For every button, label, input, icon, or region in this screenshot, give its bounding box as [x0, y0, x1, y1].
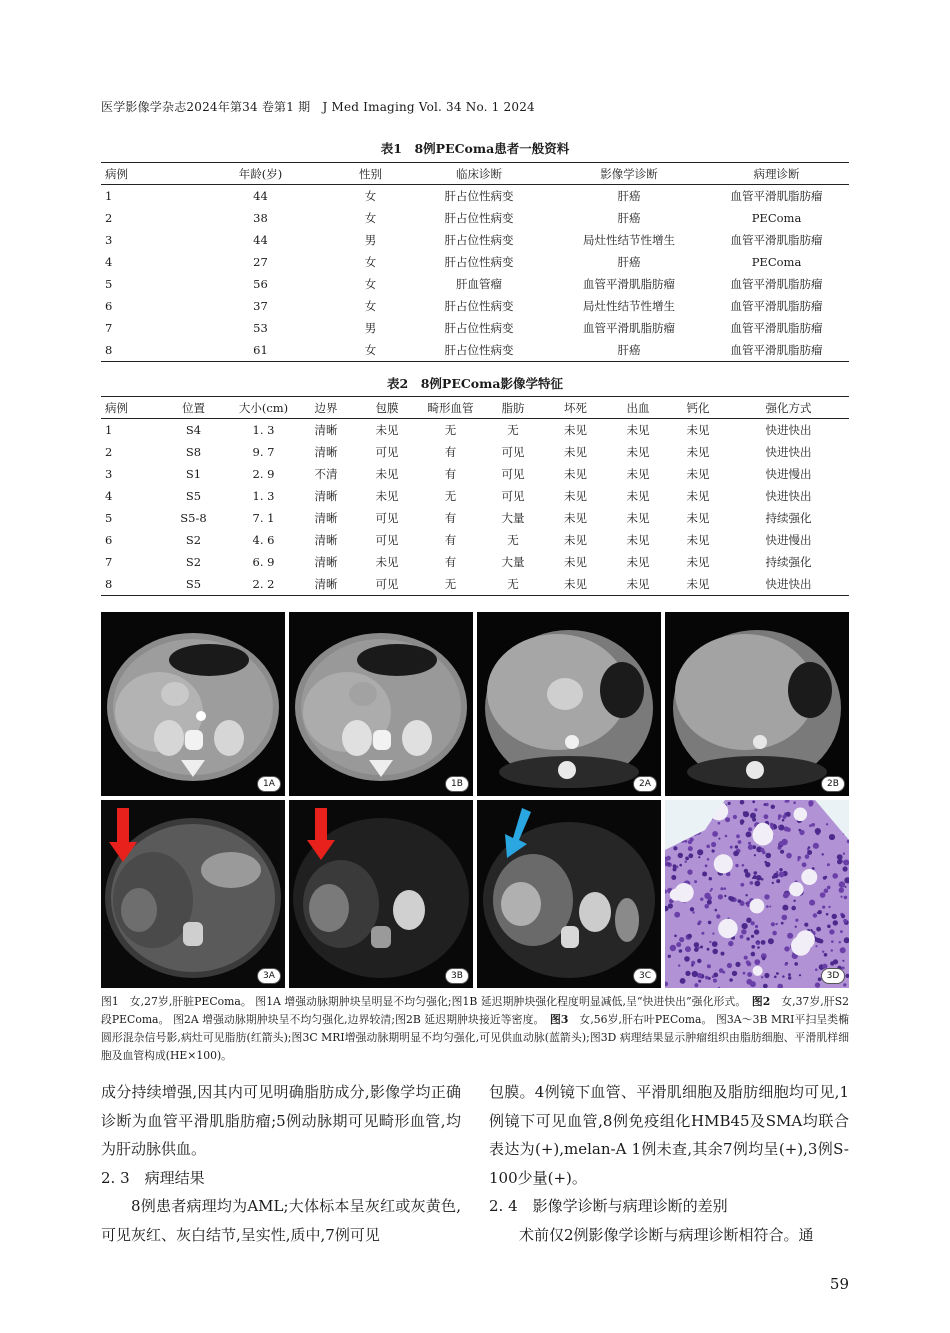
table2-header-cell: 病例	[101, 397, 156, 419]
table2-header-cell: 大小(cm)	[231, 397, 296, 419]
table-cell: 8	[101, 339, 184, 362]
table-row	[101, 339, 849, 362]
table-cell: 肝癌	[554, 339, 704, 362]
table-cell: 未见	[686, 489, 710, 503]
panel-3b	[289, 800, 473, 988]
table-cell: 未见	[375, 555, 399, 569]
table1	[101, 162, 849, 362]
table-cell: 女	[364, 211, 377, 225]
section-heading: 2. 4 影像学诊断与病理诊断的差别	[489, 1197, 728, 1215]
table-cell: 37	[253, 299, 268, 313]
table-cell: PEComa	[751, 255, 802, 269]
table-cell: 清晰	[296, 573, 356, 596]
panel-3a	[101, 800, 285, 988]
table-cell: 快进快出	[728, 573, 849, 596]
table-cell: 可见	[501, 467, 525, 481]
table-cell: 有	[444, 511, 457, 525]
table-cell: S5	[156, 573, 231, 596]
panel-label-3b: 3B	[445, 968, 469, 984]
table-cell: 女	[337, 339, 404, 362]
table-cell: 未见	[626, 445, 650, 459]
table1-header-cell: 临床诊断	[404, 163, 554, 185]
table-cell: 7	[105, 321, 113, 335]
table-cell: 未见	[626, 423, 650, 437]
table-cell: 女	[364, 299, 377, 313]
table-row	[101, 295, 849, 317]
table2-header-cell: 钙化	[668, 397, 728, 419]
table-cell: 未见	[375, 467, 399, 481]
figure-caption	[101, 993, 849, 1065]
table-cell: 53	[253, 321, 268, 335]
table-cell: 2. 2	[231, 573, 296, 596]
table-cell: 61	[184, 339, 337, 362]
table-cell: 6	[105, 533, 113, 547]
running-head: 医学影像学杂志2024年第34 卷第1 期 J Med Imaging Vol. 34 No. 1 2024	[101, 100, 535, 114]
table-cell: 局灶性结节性增生	[583, 233, 675, 247]
table-cell: 男	[364, 321, 377, 335]
table-cell: 38	[253, 211, 268, 225]
table-cell: 1	[105, 189, 113, 203]
table-cell: 未见	[626, 533, 650, 547]
table-cell: 未见	[686, 533, 710, 547]
table-cell: 女	[364, 255, 377, 269]
table1-body	[101, 185, 849, 362]
table-cell: 5	[105, 277, 113, 291]
table-cell: 2	[105, 211, 113, 225]
table2-header-cell: 出血	[608, 397, 668, 419]
histology-image	[665, 800, 849, 988]
table-cell: S8	[185, 445, 202, 459]
table2-header-cell: 脂肪	[483, 397, 543, 419]
table-cell: 未见	[564, 423, 587, 437]
table-cell: 未见	[564, 555, 587, 569]
table-row	[101, 441, 849, 463]
table-cell: 未见	[626, 467, 650, 481]
table-cell: 未见	[626, 511, 650, 525]
table-cell: 男	[364, 233, 377, 247]
table-cell: 肝占位性病变	[444, 299, 514, 313]
table-cell: 无	[418, 573, 483, 596]
table-cell: 未见	[668, 573, 728, 596]
table-cell: 可见	[501, 445, 525, 459]
panel-label-2b: 2B	[821, 776, 845, 792]
table2-header-cell: 畸形血管	[418, 397, 483, 419]
table-cell: 6	[105, 299, 113, 313]
table-cell: 快进快出	[765, 489, 812, 503]
table-cell: 血管平滑肌脂肪瘤	[583, 277, 675, 291]
table1-header-cell: 年龄(岁)	[184, 163, 337, 185]
caption-segment: 女,56岁,肝右叶PEComa。 图3A～3B MRI平扫呈类椭圆形混杂信号影,病灶可见脂肪(红箭头);图3C MRI增强动脉期明显不均匀强化,可见供血动脉(蓝箭头);图3D 病理结果显示肿瘤组织由脂肪细胞、平滑肌样细胞及血管构成(HE×100)。	[101, 1013, 850, 1062]
table-cell: 未见	[375, 489, 399, 503]
table-row	[101, 207, 849, 229]
table-cell: 1. 3	[252, 489, 275, 503]
table-cell: 肝占位性病变	[444, 321, 514, 335]
table-cell: 有	[444, 445, 457, 459]
table-cell: 可见	[375, 445, 399, 459]
table-cell: 4. 6	[252, 533, 275, 547]
body-column-right	[489, 1078, 849, 1249]
table-row	[101, 551, 849, 573]
table2-caption: 表2 8例PEComa影像学特征	[387, 376, 563, 391]
table-cell: 大量	[501, 511, 525, 525]
table-row	[101, 507, 849, 529]
table-cell: 肝占位性病变	[444, 211, 514, 225]
table-cell: 未见	[686, 423, 710, 437]
figure-1-3	[101, 612, 849, 988]
table-cell: PEComa	[751, 211, 802, 225]
table-cell: 肝占位性病变	[444, 255, 514, 269]
table-cell: 2. 9	[252, 467, 275, 481]
table1-caption: 表1 8例PEComa患者一般资料	[380, 141, 570, 156]
table-cell: S5	[185, 489, 202, 503]
table-cell: 未见	[626, 555, 650, 569]
table2-header-row	[101, 397, 849, 419]
table-cell: 1	[105, 423, 113, 437]
table-cell: 9. 7	[252, 445, 275, 459]
caption-segment: 女,37岁,肝S2段PEComa。 图2A 增强动脉期肿块呈不均匀强化,边界较清;图2B 延迟期肿块接近等密度。	[101, 995, 850, 1026]
table-cell: 未见	[564, 445, 587, 459]
panel-3d	[665, 800, 849, 988]
panel-label-3a: 3A	[257, 968, 281, 984]
table-cell: 清晰	[314, 533, 338, 547]
table2-header-cell: 强化方式	[728, 397, 849, 419]
table-cell: 肝占位性病变	[444, 233, 514, 247]
table-cell: 血管平滑肌脂肪瘤	[730, 189, 823, 203]
table-cell: 快进慢出	[765, 467, 812, 481]
table1-header-row	[101, 163, 849, 185]
table-row	[101, 251, 849, 273]
table-cell: 7. 1	[252, 511, 275, 525]
table-row	[101, 185, 849, 208]
table-cell: 3	[105, 233, 113, 247]
table1-header-cell: 影像学诊断	[554, 163, 704, 185]
table2-header-cell: 坏死	[543, 397, 608, 419]
table-cell: 1. 3	[252, 423, 275, 437]
table-cell: 可见	[356, 573, 418, 596]
table-cell: 未见	[608, 573, 668, 596]
table-cell: 持续强化	[765, 511, 812, 525]
table-cell: 血管平滑肌脂肪瘤	[704, 339, 849, 362]
body-paragraph: 成分持续增强,因其内可见明确脂肪成分,影像学均正确诊断为血管平滑肌脂肪瘤;5例动脉期可见畸形血管,均为肝动脉供血。	[101, 1083, 461, 1158]
panel-label-2a: 2A	[633, 776, 657, 792]
table-cell: 血管平滑肌脂肪瘤	[730, 299, 823, 313]
table-row	[101, 229, 849, 251]
table-cell: 可见	[501, 489, 525, 503]
table-cell: 快进慢出	[765, 533, 812, 547]
table-cell: 血管平滑肌脂肪瘤	[583, 321, 675, 335]
table-cell: 不清	[314, 467, 338, 481]
table-row	[101, 573, 849, 596]
table-cell: 可见	[375, 533, 399, 547]
table-cell: 未见	[564, 511, 587, 525]
panel-label-3d: 3D	[821, 968, 845, 984]
page-number: 59	[829, 1275, 849, 1293]
table-cell: 清晰	[314, 489, 338, 503]
table-cell: 有	[444, 467, 457, 481]
table1-header-cell: 性别	[337, 163, 404, 185]
table-cell: 快进快出	[765, 423, 812, 437]
table-cell: 血管平滑肌脂肪瘤	[730, 321, 823, 335]
table-cell: 快进快出	[765, 445, 812, 459]
body-column-left	[101, 1078, 461, 1249]
table-cell: 无	[483, 573, 543, 596]
table-cell: 肝癌	[617, 211, 641, 225]
table-cell: 局灶性结节性增生	[583, 299, 675, 313]
table-cell: 未见	[686, 555, 710, 569]
table-cell: 无	[507, 423, 519, 437]
section-heading: 2. 3 病理结果	[101, 1168, 205, 1187]
body-paragraph: 包膜。4例镜下血管、平滑肌细胞及脂肪细胞均可见,1例镜下可见血管,8例免疫组化HMB45及SMA均联合表达为(+),melan-A 1例未查,其余7例均呈(+),3例S-100少量(+)。	[489, 1083, 849, 1187]
table-cell: 清晰	[314, 555, 338, 569]
table-cell: 有	[444, 533, 457, 547]
table-cell: 2	[105, 445, 113, 459]
table-cell: 未见	[543, 573, 608, 596]
table-cell: 肝血管瘤	[456, 277, 502, 291]
table2-header-cell: 包膜	[356, 397, 418, 419]
table-cell: S4	[185, 423, 202, 437]
table-cell: 未见	[626, 489, 650, 503]
table-row	[101, 419, 849, 442]
table-cell: 5	[105, 511, 113, 525]
table-row	[101, 485, 849, 507]
table-row	[101, 463, 849, 485]
table-cell: 清晰	[314, 445, 338, 459]
table2-header-cell: 位置	[156, 397, 231, 419]
caption-segment: 图3	[549, 1013, 569, 1026]
table-cell: 6. 9	[252, 555, 275, 569]
table-cell: 未见	[686, 511, 710, 525]
table-cell: S2	[185, 533, 202, 547]
table-cell: S1	[185, 467, 202, 481]
table-cell: 清晰	[314, 511, 338, 525]
table-cell: 有	[444, 555, 457, 569]
table-cell: 4	[105, 255, 113, 269]
table-cell: 7	[105, 555, 113, 569]
table-cell: 血管平滑肌脂肪瘤	[730, 277, 823, 291]
table2-body	[101, 419, 849, 596]
table-cell: 未见	[686, 445, 710, 459]
table-cell: 27	[253, 255, 268, 269]
table-cell: 未见	[686, 467, 710, 481]
caption-segment: 图2	[751, 995, 771, 1008]
table-row	[101, 317, 849, 339]
table2-header-cell: 边界	[296, 397, 356, 419]
body-paragraph: 术前仅2例影像学诊断与病理诊断相符合。通	[519, 1225, 814, 1244]
panel-1b	[289, 612, 473, 796]
panel-2a	[477, 612, 661, 796]
table-cell: 清晰	[314, 423, 338, 437]
table-cell: 未见	[564, 533, 587, 547]
table-cell: 44	[253, 233, 268, 247]
table-cell: 未见	[564, 467, 587, 481]
table-cell: 未见	[375, 423, 399, 437]
table-cell: 女	[364, 189, 377, 203]
table-cell: S2	[185, 555, 202, 569]
table-cell: 女	[364, 277, 377, 291]
table1-header-cell: 病例	[101, 163, 184, 185]
panel-1a	[101, 612, 285, 796]
table-cell: 无	[444, 423, 457, 437]
table-cell: 肝癌	[617, 255, 641, 269]
table-cell: 肝癌	[617, 189, 641, 203]
table2	[101, 396, 849, 596]
table-cell: 肝占位性病变	[444, 189, 514, 203]
table-cell: 无	[444, 489, 457, 503]
table-cell: 血管平滑肌脂肪瘤	[730, 233, 823, 247]
table-cell: 8	[101, 573, 156, 596]
panel-label-1a: 1A	[257, 776, 281, 792]
table-cell: 肝占位性病变	[404, 339, 554, 362]
table-cell: 44	[253, 189, 268, 203]
panel-label-3c: 3C	[633, 968, 657, 984]
table-cell: 可见	[375, 511, 399, 525]
table-cell: 未见	[564, 489, 587, 503]
table-cell: 无	[507, 533, 519, 547]
table-cell: S5-8	[180, 511, 207, 525]
table-cell: 大量	[501, 555, 525, 569]
panel-2b	[665, 612, 849, 796]
panel-label-1b: 1B	[445, 776, 469, 792]
table-cell: 3	[105, 467, 113, 481]
table-cell: 持续强化	[765, 555, 812, 569]
table-cell: 56	[253, 277, 268, 291]
table-row	[101, 529, 849, 551]
table-cell: 4	[105, 489, 113, 503]
table-row	[101, 273, 849, 295]
panel-3c	[477, 800, 661, 988]
body-paragraph: 8例患者病理均为AML;大体标本呈灰红或灰黄色,可见灰红、灰白结节,呈实性,质中,7例可见	[101, 1197, 461, 1244]
caption-segment: 图1 女,27岁,肝脏PEComa。 图1A 增强动脉期肿块呈明显不均匀强化;图1B 延迟期肿块强化程度明显减低,呈“快进快出”强化形式。	[101, 995, 752, 1008]
table1-header-cell: 病理诊断	[704, 163, 849, 185]
